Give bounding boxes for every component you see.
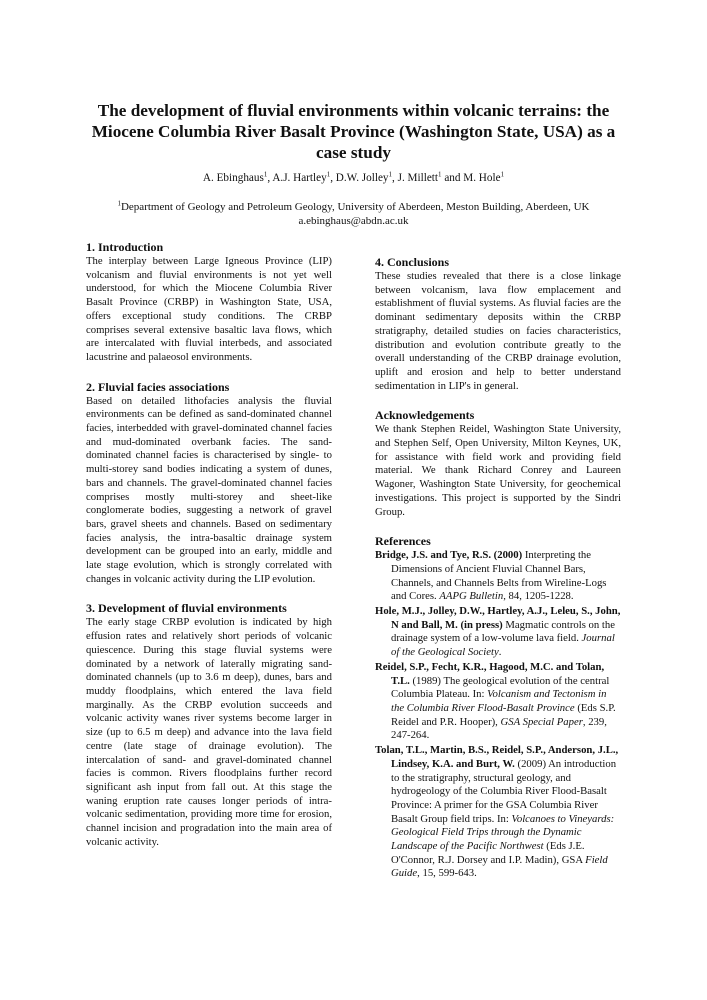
left-column — [86, 240, 332, 864]
section-acknowledgements — [375, 408, 621, 519]
reference-item: Tolan, T.L., Martin, B.S., Reidel, S.P., Anderson, J.L., Lindsey, K.A. and Burt, W. (2009) An introduction to the stratigraphy, structural geology, and hydrogeology of the Columbia River Flood-Basalt Province: A primer for the GSA Columbia River Basalt Group field trips. In: Volcanoes to Vineyards: Geological Field Trips through the Dynamic Landscape of the Pacific Northwest (Eds J.E. O'Connor, R.J. Dorsey and I.P. Madin), GSA Field Guide, 15, 599-643. — [375, 744, 619, 880]
affiliation-text: Department of Geology and Petroleum Geology, University of Aberdeen, Meston Building, Aberdeen, UK — [120, 201, 590, 213]
author: D.W. Jolley$^1$, — [335, 170, 398, 184]
section-body: We thank Stephen Reidel, Washington State University, and Stephen Self, Open University, Milton Keynes, UK, for assistance with field work and providing field material. We thank Richard Conrey and Laureen Wagoner, Washington State University, for geochemical investigations. This project is supported by the Sindri Group. — [375, 423, 621, 518]
section-heading: Acknowledgements — [375, 408, 475, 423]
section-heading: 1. Introduction — [86, 240, 164, 254]
section-references — [375, 534, 621, 881]
section-body: The early stage CRBP evolution is indicated by high effusion rates and relatively short periods of volcanic quiescence. During this stage fluvial systems were dominated by a network of laterally migrating sand-dominated channels (up to 3.6 m deep), dunes, bars and muddy floodplains, which entered the lava field marginally. As the CRBP evolution succeeds and volcanic activity wanes river systems become larger in size (up to 6.5 m deep) and advance into the lava field centre (late stage of drainage evolution). The intercalation of sand- and gravel-dominated channel facies is common. Rivers floodplains further record significant ash input from fall out. At this stage the waning eruption rate causes longer periods of intra-volcanic sedimentation, providing more time for erosion, channel incision and progradation into the main area of volcanic activity. — [86, 616, 332, 848]
section-heading: References — [375, 534, 431, 549]
reference-item: Hole, M.J., Jolley, D.W., Hartley, A.J., Leleu, S., John, N and Ball, M. (in press) Magmatic controls on the drainage system of a low-volume lava field. Journal of the Geological Society. — [375, 605, 621, 659]
author: A.J. Hartley$^1$, — [272, 170, 336, 184]
paper-title: The development of fluvial environments within volcanic terrains: the Miocene Columbia River Basalt Province (Washington State, USA) as a case study — [91, 101, 616, 162]
reference-item: Reidel, S.P., Fecht, K.R., Hagood, M.C. and Tolan, T.L. (1989) The geological evolution of the central Columbia Plateau. In: Volcanism and Tectonism in the Columbia River Flood-Basalt Province (Eds S.P. Reidel and P.R. Hooper), GSA Special Paper, 239, 247-264. — [375, 660, 616, 742]
section-body: Based on detailed lithofacies analysis the fluvial environments can be defined as sand-dominated channel facies, interbedded with gravel-dominated channel facies and mud-dominated overbank facies. The sand-dominated channel facies is characterised by single- to multi-storey sand bodies indicating a system of dunes, bars and channels. The gravel-dominated channel facies comprises mostly multi-storey and sheet-like conglomerate bodies, suggesting a network of gravel bars, gravel sheets and channels. Based on sedimentary facies analysis, the intra-basaltic drainage system development can be grouped into an early, middle and late stage evolution, which is strongly correlated with changes in volcanic activity during the LIP evolution. — [86, 394, 332, 585]
right-column — [375, 255, 621, 896]
section-body: The interplay between Large Igneous Province (LIP) volcanism and fluvial environments is not yet well understood, for which the Miocene Columbia River Basalt Province (CRBP) in Washington State, USA, offers exceptional study conditions. The CRBP comprises several extensive basaltic lava flows, which are intercalated with fluvial interbeds, and associated lacustrine and palaeosol environments. — [86, 255, 332, 363]
section-heading: 4. Conclusions — [375, 255, 450, 269]
author-email: a.ebinghaus@abdn.ac.uk — [298, 215, 409, 227]
section-heading: 2. Fluvial facies associations — [86, 379, 230, 394]
section-fluvial-facies — [86, 380, 332, 587]
author-list — [60, 172, 647, 184]
reference-item: Bridge, J.S. and Tye, R.S. (2000) Interpreting the Dimensions of Ancient Fluvial Channel Bars, Channels, and Channels Belts from Wireline-Logs and Cores. AAPG Bulletin, 84, 1205-1228. — [375, 549, 607, 603]
author: M. Hole$^1$ — [463, 170, 505, 184]
author: J. Millett$^1$ and — [397, 170, 464, 184]
section-development — [86, 601, 332, 849]
section-heading: 3. Development of fluvial environments — [86, 601, 287, 616]
section-conclusions — [375, 255, 621, 393]
section-body: These studies revealed that there is a close linkage between volcanism, lava flow emplacement and establishment of fluvial systems. As fluvial facies are the dominant sedimentary deposits within the CRBP stratigraphy, detailed studies on facies characteristics, distribution and evolution contribute greatly to the overall understanding of the CRBP drainage evolution, uplift and erosion and help to better understand sedimentation in LIP's in general. — [375, 270, 621, 392]
affiliation: $^1$Department of Geology and Petroleum Geology, University of Aberdeen, Meston Building, Aberdeen, UK a.ebinghaus@abdn.ac.uk — [60, 200, 647, 228]
author: A. Ebinghaus$^1$, — [202, 170, 273, 184]
section-introduction — [86, 240, 332, 365]
